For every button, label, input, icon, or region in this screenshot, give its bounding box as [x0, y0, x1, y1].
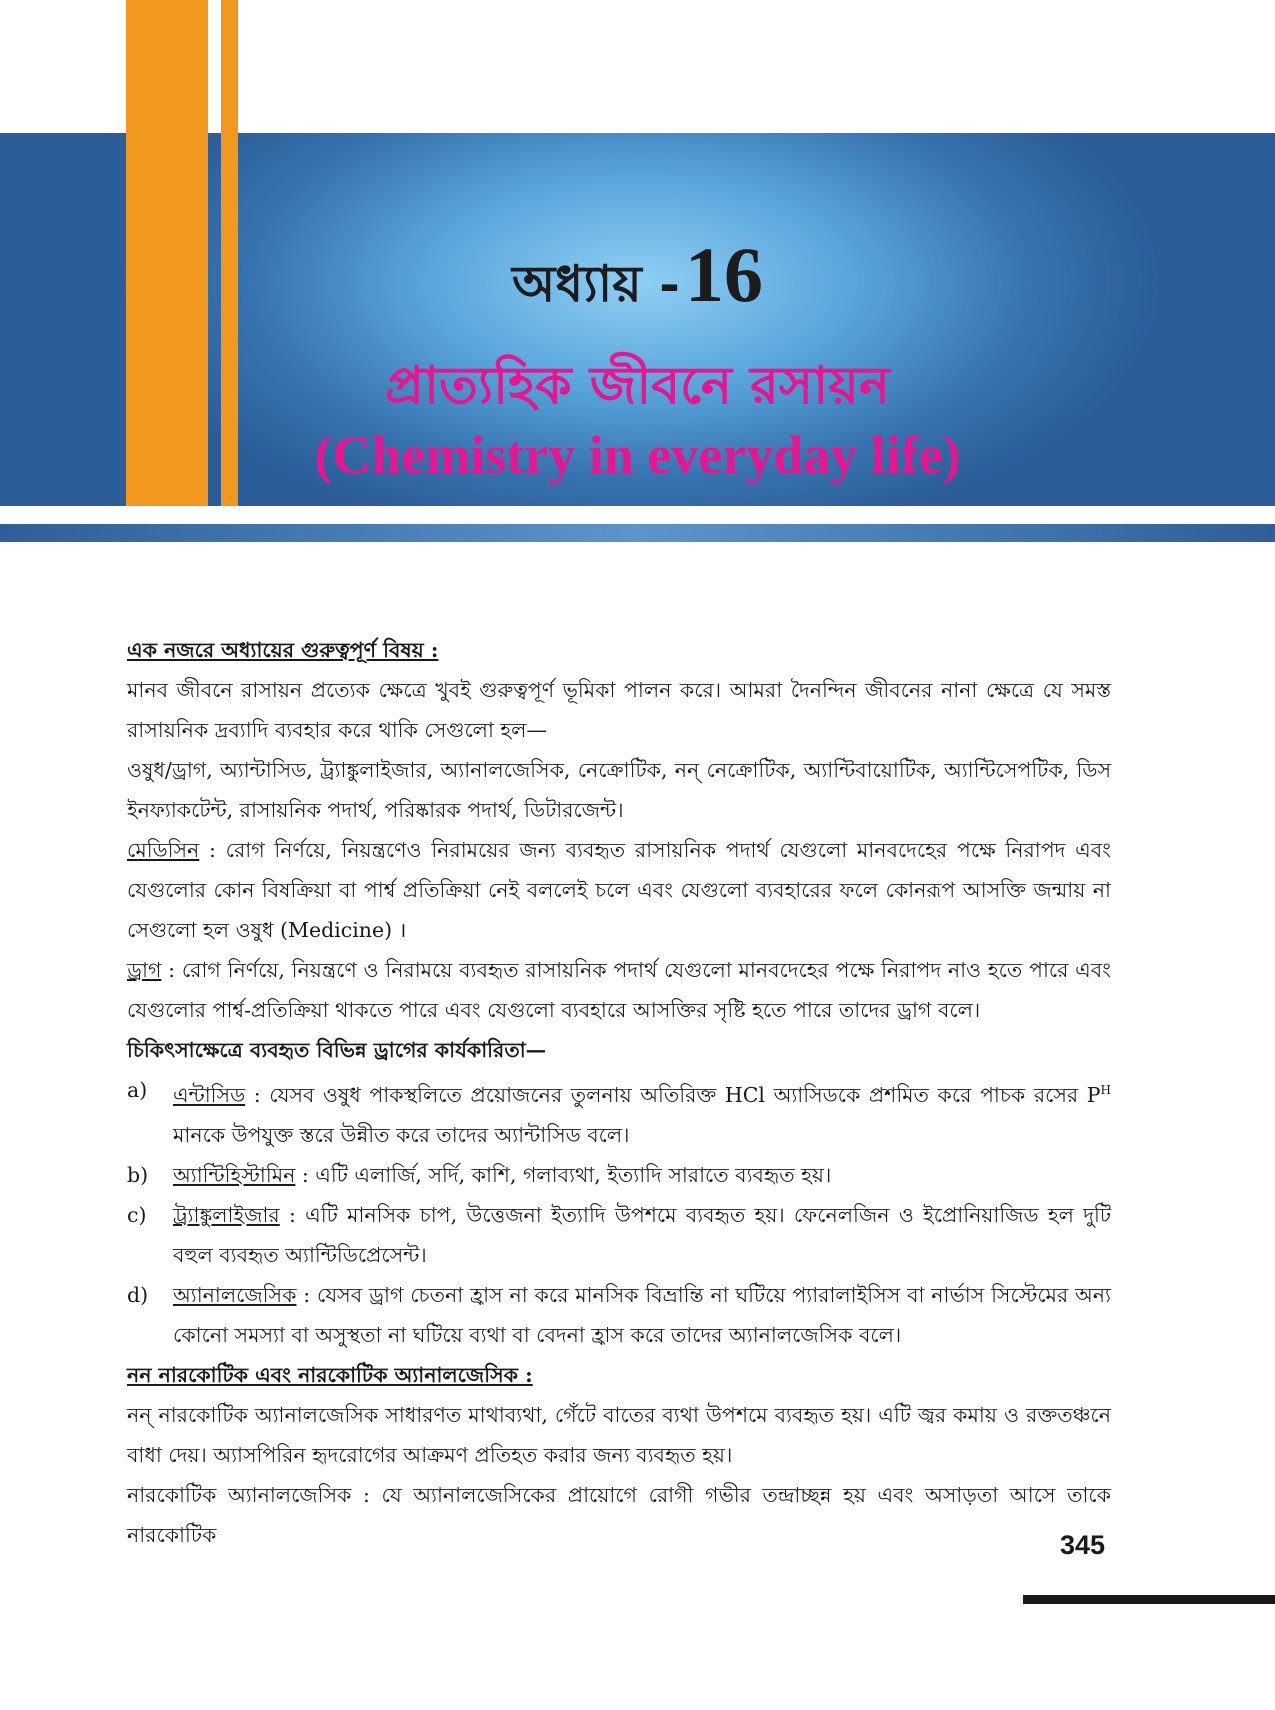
- analgesic-heading: নন নারকোটিক এবং নারকোটিক অ্যানালজেসিক :: [127, 1362, 533, 1387]
- chapter-word: অধ্যায় -: [511, 254, 680, 313]
- list-item: [127, 1195, 1111, 1275]
- item-term: অ্যানালজেসিক: [173, 1282, 297, 1307]
- chapter-title-bengali: প্রাত্যহিক জীবনে রসায়ন: [385, 355, 890, 416]
- item-body: : এটি মানসিক চাপ, উত্তেজনা ইত্যাদি উপশমে ব্যবহৃত হয়। ফেনেলজিন ও ইপ্রোনিয়াজিড হল দুটি বহুল ব্যবহৃত অ্যান্টিডিপ্রেসেন্ট।: [173, 1202, 1111, 1267]
- item-label: b): [127, 1162, 149, 1187]
- medicine-text: : রোগ নির্ণয়ে, নিয়ন্ত্রণেও নিরাময়ের জন্য ব্যবহৃত রাসায়নিক পদার্থ যেগুলো মানবদেহের পক্ষে নিরাপদ এবং যেগুলোর কোন বিষক্রিয়া বা পার্শ্ব প্রতিক্রিয়া নেই বললেই চলে এবং যেগুলো ব্যবহারের ফলে কোনরূপ আসক্তি জন্মায় না সেগুলো হল ওষুধ (Medicine) ।: [127, 838, 1111, 942]
- intro-paragraph: মানব জীবনে রাসায়ন প্রত্যেক ক্ষেত্রে খুবই গুরুত্বপূর্ণ ভূমিকা পালন করে। আমরা দৈনন্দিন জীবনের নানা ক্ষেত্রে যে সমস্ত রাসায়নিক দ্রব্যাদি ব্যবহার করে থাকি সেগুলো হল—: [127, 678, 1111, 742]
- ph-superscript: H: [1100, 1083, 1111, 1097]
- drug-term: ড্রাগ: [127, 958, 162, 982]
- section-heading: এক নজরে অধ্যায়ের গুরুত্বপূর্ণ বিষয় :: [127, 638, 439, 662]
- medicine-definition: [127, 830, 1111, 950]
- item-label: d): [127, 1282, 149, 1307]
- list-item: [127, 1070, 1111, 1155]
- item-text: [173, 1275, 1111, 1355]
- item-text: [173, 1155, 1111, 1195]
- item-label: a): [127, 1078, 148, 1102]
- medicine-term: মেডিসিন: [127, 838, 200, 862]
- non-narcotic-paragraph: নন্ নারকোটিক অ্যানালজেসিক সাধারণত মাথাব্যথা, গেঁটে বাতের ব্যথা উপশমে ব্যবহৃত হয়। এটি জ্বর কমায় ও রক্ততঞ্চনে বাধা দেয়। অ্যাসপিরিন হৃদরোগের আক্রমণ প্রতিহত করার জন্য ব্যবহৃত হয়।: [127, 1402, 1111, 1467]
- list-item: [127, 1155, 1111, 1195]
- drug-text: : রোগ নির্ণয়ে, নিয়ন্ত্রণে ও নিরাময়ে ব্যবহৃত রাসায়নিক পদার্থ যেগুলো মানবদেহের পক্ষে নিরাপদ নাও হতে পারে এবং যেগুলোর পার্শ্ব-প্রতিক্রিয়া থাকতে পারে এবং যেগুলো ব্যবহারে আসক্তির সৃষ্টি হতে পারে তাদের ড্রাগ বলে।: [127, 958, 1111, 1022]
- item-term: এন্টাসিড: [173, 1082, 246, 1107]
- drug-definition: [127, 950, 1111, 1030]
- list-item: [127, 1275, 1111, 1355]
- item-text: [173, 1195, 1111, 1275]
- chapter-number: 16: [685, 231, 764, 318]
- substance-list: ওষুধ/ড্রাগ, অ্যান্টাসিড, ট্র্যাঙ্কুলাইজার, অ্যানালজেসিক, নেক্রোটিক, নন্ নেক্রোটিক, অ্যান্টিবায়োটিক, অ্যান্টিসেপটিক, ডিস ইনফ্যাকটেন্ট, রাসায়নিক পদার্থ, পরিষ্কারক পদার্থ, ডিটারজেন্ট।: [127, 758, 1111, 822]
- chapter-title-english: (Chemistry in everyday life): [314, 425, 961, 485]
- item-text: [173, 1070, 1111, 1155]
- page-content: [127, 630, 1111, 1555]
- item-body: : যেসব ওষুধ পাকস্থলিতে প্রয়োজনের তুলনায় অতিরিক্ত HCl অ্যাসিডকে প্রশমিত করে পাচক রসের P: [245, 1082, 1101, 1107]
- item-body: : এটি এলার্জি, সর্দি, কাশি, গলাব্যথা, ইত্যাদি সারাতে ব্যবহৃত হয়।: [295, 1162, 832, 1187]
- item-body: : যেসব ড্রাগ চেতনা হ্রাস না করে মানসিক বিভ্রান্তি না ঘটিয়ে প্যারালাইসিস বা নার্ভাস সিস্টেমের অন্য কোনো সমস্যা বা অসুস্থতা না ঘটিয়ে ব্যথা বা বেদনা হ্রাস করে তাদের অ্যানালজেসিক বলে।: [173, 1282, 1111, 1347]
- chapter-heading: [0, 230, 1275, 330]
- banner-underline: [0, 524, 1275, 542]
- efficacy-heading: চিকিৎসাক্ষেত্রে ব্যবহৃত বিভিন্ন ড্রাগের কার্যকারিতা—: [127, 1038, 547, 1062]
- item-body-cont: মানকে উপযুক্ত স্তরে উন্নীত করে তাদের অ্যান্টাসিড বলে।: [173, 1122, 630, 1147]
- item-term: অ্যান্টিহিস্টামিন: [173, 1162, 296, 1187]
- footer-rule: [1023, 1595, 1275, 1604]
- page-number: 345: [1060, 1530, 1106, 1560]
- item-term: ট্র্যাঙ্কুলাইজার: [173, 1202, 280, 1227]
- narcotic-paragraph: নারকোটিক অ্যানালজেসিক : যে অ্যানালজেসিকের প্রায়োগে রোগী গভীর তন্দ্রাচ্ছন্ন হয় এবং অসাড়তা আসে তাকে নারকোটিক: [127, 1482, 1111, 1547]
- item-label: c): [127, 1202, 147, 1227]
